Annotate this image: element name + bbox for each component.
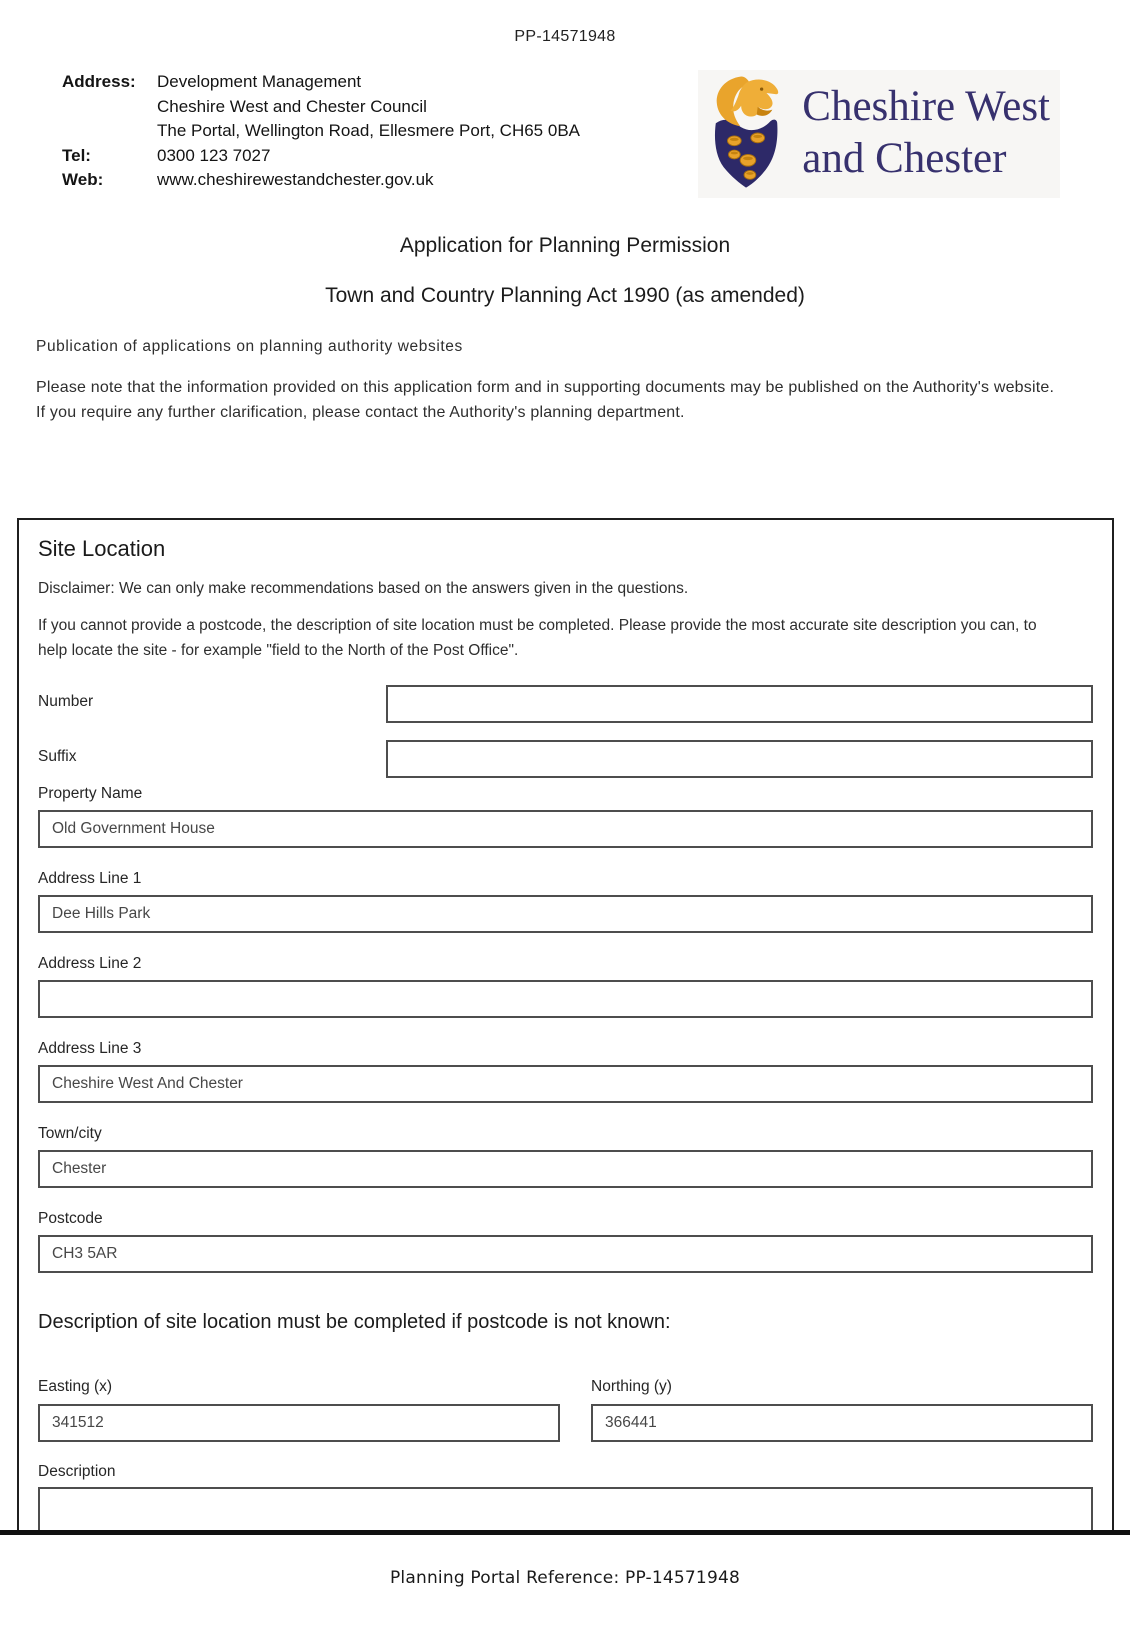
form-title: Application for Planning Permission <box>399 234 731 257</box>
contact-row-address <box>62 70 580 95</box>
field-easting <box>38 1377 560 1442</box>
address-line-2-input[interactable] <box>38 980 1093 1018</box>
property-name-input[interactable] <box>38 810 1093 848</box>
suffix-label: Suffix <box>38 748 77 765</box>
number-label: Number <box>38 693 94 710</box>
address-line-2-label: Address Line 2 <box>38 955 142 972</box>
contact-row-address3 <box>62 119 580 144</box>
address-line-1-input[interactable] <box>38 895 1093 933</box>
web-label: Web: <box>62 170 104 189</box>
field-number <box>38 685 1093 723</box>
contact-row-address2 <box>62 95 580 120</box>
address-line-1-label: Address Line 1 <box>38 870 142 887</box>
address-line-3: The Portal, Wellington Road, Ellesmere Port, CH65 0BA <box>157 121 580 140</box>
field-address-line-1 <box>38 869 1093 933</box>
page-break-line <box>0 1530 1130 1535</box>
field-postcode <box>38 1209 1093 1273</box>
site-location-section <box>17 518 1114 1531</box>
portal-reference-top: PP-14571948 <box>514 28 616 45</box>
field-address-line-3 <box>38 1039 1093 1103</box>
planning-form-page <box>0 28 1130 1628</box>
portal-reference-footer: Planning Portal Reference: PP-14571948 <box>389 1568 740 1588</box>
council-logo-text <box>802 81 1050 185</box>
council-contact-block <box>62 70 580 193</box>
postcode-input[interactable] <box>38 1235 1093 1273</box>
publication-note: Please note that the information provided on this application form and in supporting documents may be published on the Authority's website. If you require any further clarification, please contact the Authority's planning department. <box>36 379 1055 421</box>
header <box>0 70 1130 198</box>
logo-line-2: and Chester <box>802 135 1007 182</box>
publication-heading: Publication of applications on planning authority websites <box>36 338 463 355</box>
coordinates-row <box>38 1377 1093 1442</box>
tel-value: 0300 123 7027 <box>157 145 271 165</box>
field-northing <box>591 1377 1093 1442</box>
section-title: Site Location <box>38 536 166 561</box>
northing-input[interactable] <box>591 1404 1093 1442</box>
contact-row-web <box>62 168 580 193</box>
easting-input[interactable] <box>38 1404 560 1442</box>
suffix-input[interactable] <box>386 740 1093 778</box>
web-value: www.cheshirewestandchester.gov.uk <box>157 170 434 189</box>
instructions-text: If you cannot provide a postcode, the description of site location must be completed. Please provide the most accurate site description you can, to help locate the site - for example "field to the North of the Post Office". <box>38 617 1037 659</box>
field-property-name <box>38 784 1093 848</box>
number-input[interactable] <box>386 685 1093 723</box>
address-line-3-label: Address Line 3 <box>38 1040 142 1057</box>
town-city-input[interactable] <box>38 1150 1093 1188</box>
description-heading: Description of site location must be completed if postcode is not known: <box>38 1311 671 1333</box>
field-address-line-2 <box>38 954 1093 1018</box>
description-textarea[interactable] <box>38 1487 1093 1531</box>
council-crest-icon <box>708 74 786 192</box>
address-line-1: Development Management <box>157 72 362 91</box>
easting-label: Easting (x) <box>38 1378 113 1395</box>
field-suffix <box>38 740 1093 778</box>
description-label: Description <box>38 1463 116 1480</box>
disclaimer-text: Disclaimer: We can only make recommendations based on the answers given in the questions. <box>38 580 689 597</box>
field-description <box>38 1462 1093 1531</box>
tel-label: Tel: <box>62 145 91 165</box>
property-name-label: Property Name <box>38 785 143 802</box>
field-town-city <box>38 1124 1093 1188</box>
council-logo <box>698 70 1060 198</box>
address-line-3-input[interactable] <box>38 1065 1093 1103</box>
form-subtitle: Town and Country Planning Act 1990 (as amended) <box>325 284 805 307</box>
postcode-label: Postcode <box>38 1210 103 1227</box>
address-label: Address: <box>62 72 136 91</box>
northing-label: Northing (y) <box>591 1378 672 1395</box>
contact-row-tel <box>62 144 580 169</box>
address-line-2: Cheshire West and Chester Council <box>157 96 427 116</box>
logo-line-1: Cheshire West <box>802 83 1050 130</box>
town-city-label: Town/city <box>38 1125 102 1142</box>
